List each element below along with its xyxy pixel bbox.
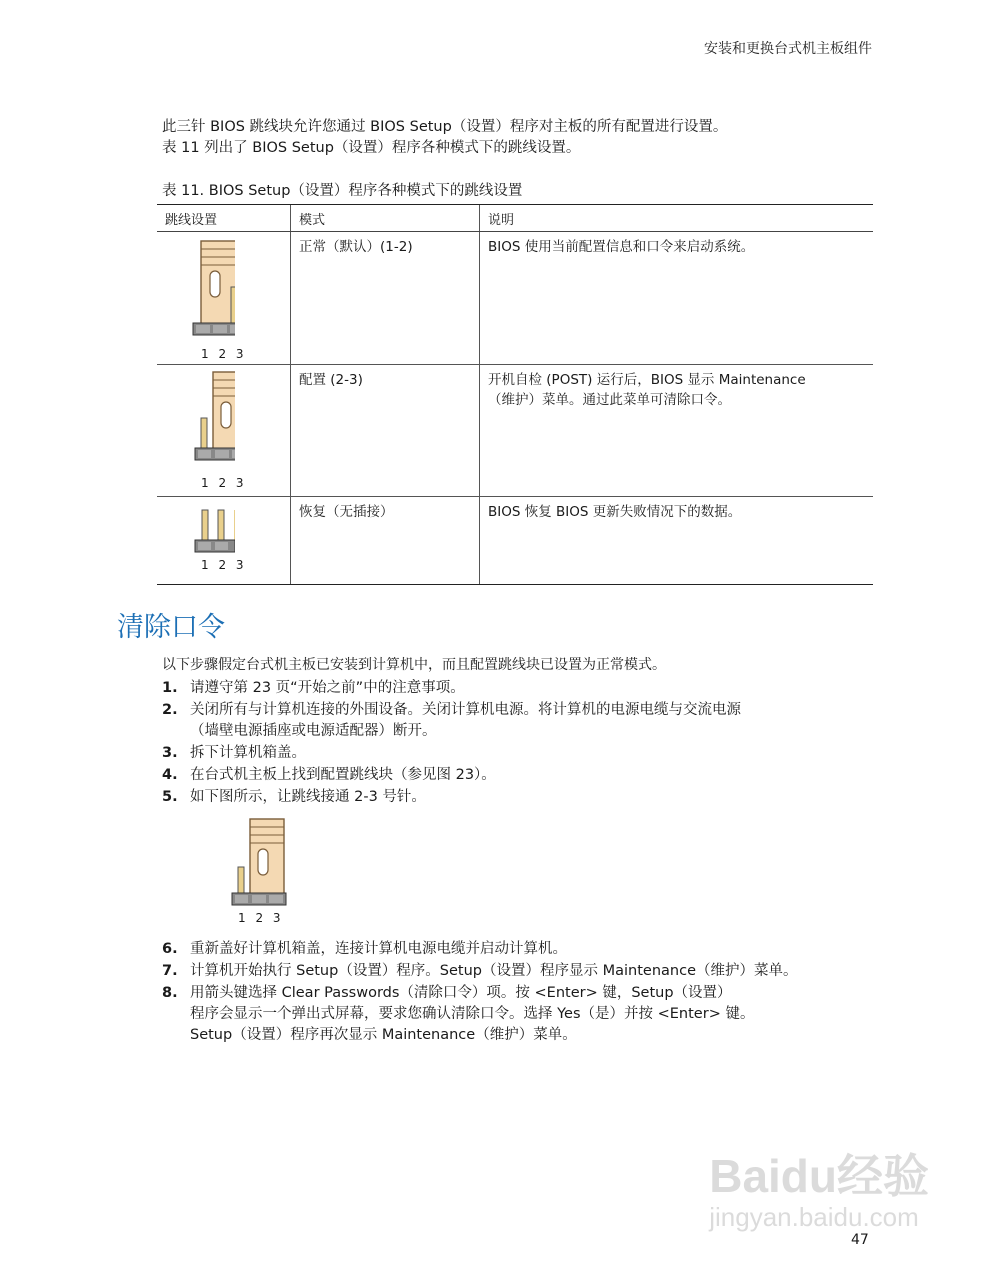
description-cell <box>480 365 874 497</box>
header-description: 说明 <box>480 205 874 232</box>
pin-numbers: 1 2 3 <box>238 911 284 925</box>
list-item <box>162 961 882 982</box>
jumper-2-3-icon <box>222 815 292 911</box>
section-lead: 以下步骤假定台式机主板已安装到计算机中，而且配置跳线块已设置为正常模式。 <box>162 657 666 673</box>
step-number: 3. <box>162 745 178 761</box>
description-cell <box>480 232 874 365</box>
table-header-row <box>157 205 873 232</box>
description-line: 开机自检 (POST) 运行后，BIOS 显示 Maintenance <box>488 372 806 388</box>
table-row <box>157 497 873 585</box>
step-text <box>190 700 882 742</box>
step-number: 6. <box>162 941 178 957</box>
step-text <box>190 983 882 1046</box>
section-title: 清除口令 <box>117 612 225 643</box>
page-number: 47 <box>851 1232 869 1248</box>
baidu-watermark <box>709 1140 929 1233</box>
description-cell <box>480 497 874 585</box>
table-row <box>157 232 873 365</box>
step-line: 关闭所有与计算机连接的外围设备。关闭计算机电源。将计算机的电源电缆与交流电源 <box>190 702 741 718</box>
watermark-brand: Baidu经验 <box>709 1150 929 1202</box>
step-text: 请遵守第 23 页“开始之前”中的注意事项。 <box>190 680 465 696</box>
jumper-settings-table <box>157 204 873 585</box>
description-line: BIOS 恢复 BIOS 更新失败情况下的数据。 <box>488 504 742 520</box>
step-text: 在台式机主板上找到配置跳线块（参见图 23）。 <box>190 767 496 783</box>
pin-numbers: 1 2 3 <box>201 347 247 361</box>
step-number: 2. <box>162 702 178 718</box>
mode-cell: 正常（默认）(1-2) <box>291 232 480 365</box>
jumper-2-3-icon <box>165 368 235 468</box>
mode-cell: 配置 (2-3) <box>291 365 480 497</box>
step-line: Setup（设置）程序再次显示 Maintenance（维护）菜单。 <box>190 1027 577 1043</box>
intro-line-2: 表 11 列出了 BIOS Setup（设置）程序各种模式下的跳线设置。 <box>162 140 581 156</box>
header-mode: 模式 <box>291 205 480 232</box>
list-item <box>162 939 882 960</box>
list-item <box>162 678 882 699</box>
step-line: 用箭头键选择 Clear Passwords（清除口令）项。按 <Enter> 键，Setup（设置） <box>190 985 732 1001</box>
running-header: 安装和更换台式机主板组件 <box>704 41 872 57</box>
steps-list-b <box>162 939 882 1046</box>
jumper-1-2-icon <box>165 235 235 349</box>
pin-numbers: 1 2 3 <box>201 476 247 490</box>
list-item <box>162 787 882 808</box>
intro-line-1: 此三针 BIOS 跳线块允许您通过 BIOS Setup（设置）程序对主板的所有配置进行设置。 <box>162 119 728 135</box>
intro-paragraph <box>162 117 862 159</box>
step-text: 拆下计算机箱盖。 <box>190 745 306 761</box>
step-text: 如下图所示，让跳线接通 2-3 号针。 <box>190 789 426 805</box>
list-item <box>162 983 882 1046</box>
watermark-url: jingyan.baidu.com <box>709 1202 919 1232</box>
step-text: 重新盖好计算机箱盖，连接计算机电源电缆并启动计算机。 <box>190 941 567 957</box>
step-number: 8. <box>162 985 178 1001</box>
mode-cell: 恢复（无插接） <box>291 497 480 585</box>
steps-list-a <box>162 678 882 808</box>
list-item <box>162 700 882 742</box>
step-number: 1. <box>162 680 178 696</box>
step-text: 计算机开始执行 Setup（设置）程序。Setup（设置）程序显示 Maintenance（维护）菜单。 <box>190 963 798 979</box>
list-item <box>162 743 882 764</box>
step-number: 7. <box>162 963 178 979</box>
jumper-figure <box>222 815 292 925</box>
list-item <box>162 765 882 786</box>
step-number: 4. <box>162 767 178 783</box>
header-jumper-setting: 跳线设置 <box>157 205 291 232</box>
jumper-cell <box>157 365 291 497</box>
jumper-cell <box>157 232 291 365</box>
step-line: 程序会显示一个弹出式屏幕，要求您确认清除口令。选择 Yes（是）并按 <Enter> 键。 <box>190 1006 755 1022</box>
table-row <box>157 365 873 497</box>
description-line: （维护）菜单。通过此菜单可清除口令。 <box>488 392 731 408</box>
step-line: （墙壁电源插座或电源适配器）断开。 <box>190 723 437 739</box>
jumper-cell <box>157 497 291 585</box>
step-number: 5. <box>162 789 178 805</box>
table-caption: 表 11. BIOS Setup（设置）程序各种模式下的跳线设置 <box>162 183 523 199</box>
pins-no-jumper-icon <box>165 500 235 556</box>
description-line: BIOS 使用当前配置信息和口令来启动系统。 <box>488 239 755 255</box>
pin-numbers: 1 2 3 <box>201 558 247 572</box>
